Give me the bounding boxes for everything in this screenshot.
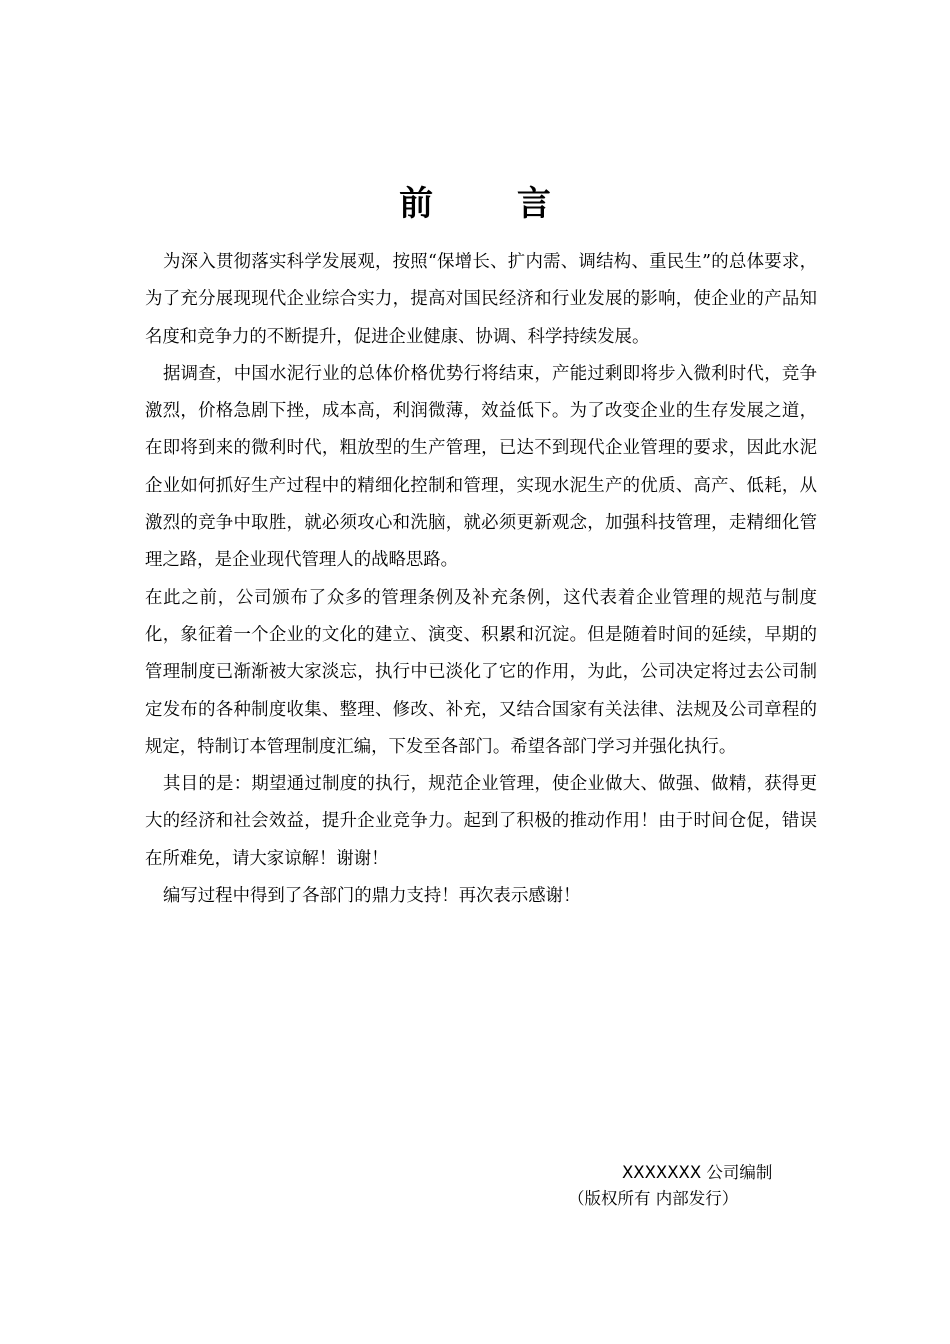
preface-body [145,244,817,915]
paragraph-2: 据调查，中国水泥行业的总体价格优势行将结束，产能过剩即将步入微利时代，竞争激烈，价格急剧下挫，成本高，利润微薄，效益低下。为了改变企业的生存发展之道，在即将到来的微利时代，粗放型的生产管理，已达不到现代企业管理的要求，因此水泥企业如何抓好生产过程中的精细化控制和管理，实现水泥生产的优质、高产、低耗，从激烈的竞争中取胜，就必须攻心和洗脑，就必须更新观念，加强科技管理，走精细化管理之路，是企业现代管理人的战略思路。 [145,363,817,571]
footer-rights: （版权所有 内部发行） [568,1189,739,1208]
paragraph-1: 为深入贯彻落实科学发展观，按照“保增长、扩内需、调结构、重民生”的总体要求，为了充分展现现代企业综合实力，提高对国民经济和行业发展的影响，使企业的产品知名度和竞争力的不断提升，促进企业健康、协调、科学持续发展。 [145,252,817,347]
paragraph-3: 在此之前，公司颁布了众多的管理条例及补充条例，这代表着企业管理的规范与制度化，象征着一个企业的文化的建立、演变、积累和沉淀。但是随着时间的延续，早期的管理制度已渐渐被大家淡忘，执行中已淡化了它的作用，为此，公司决定将过去公司制定发布的各种制度收集、整理、修改、补充，又结合国家有关法律、法规及公司章程的规定，特制订本管理制度汇编，下发至各部门。希望各部门学习并强化执行。 [145,587,817,757]
page-title: 前 言 [399,184,587,224]
footer-signature [560,1160,820,1212]
paragraph-4: 其目的是：期望通过制度的执行，规范企业管理，使企业做大、做强、做精，获得更大的经济和社会效益，提升企业竞争力。起到了积极的推动作用！由于时间仓促，错误在所难免，请大家谅解！谢谢！ [145,774,817,869]
footer-company: XXXXXXX 公司编制 [622,1163,773,1182]
paragraph-5: 编写过程中得到了各部门的鼎力支持！再次表示感谢！ [163,886,581,907]
